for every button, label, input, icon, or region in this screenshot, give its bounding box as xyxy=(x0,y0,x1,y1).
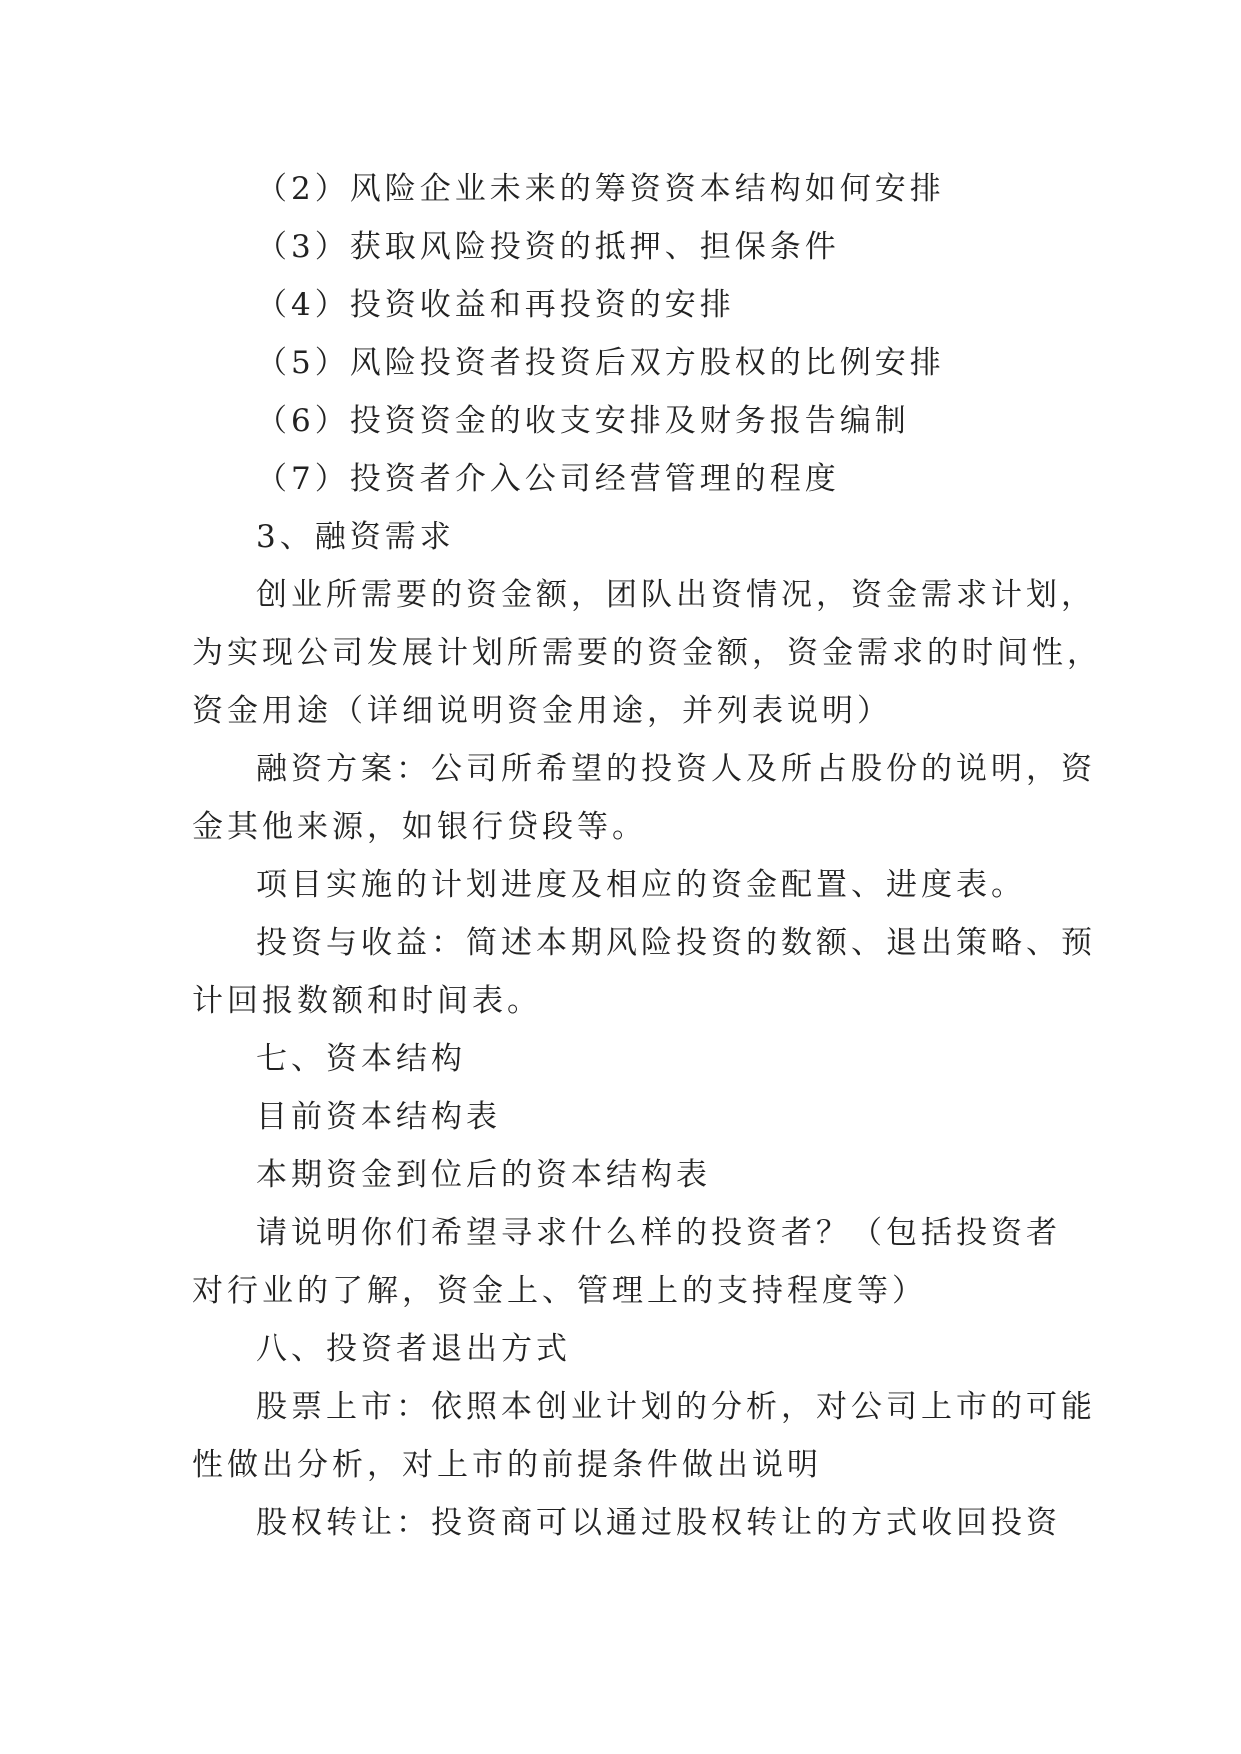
list-item-5: （5）风险投资者投资后双方股权的比例安排 xyxy=(256,345,945,381)
funding-paragraph-line-1: 创业所需要的资金额，团队出资情况，资金需求计划， xyxy=(256,577,1096,613)
section-heading-investor-exit: 八、投资者退出方式 xyxy=(256,1331,571,1367)
ipo-paragraph-line-2: 性做出分析，对上市的前提条件做出说明 xyxy=(192,1447,822,1483)
list-item-6: （6）投资资金的收支安排及财务报告编制 xyxy=(256,403,910,439)
financing-plan-line-1: 融资方案：公司所希望的投资人及所占股份的说明，资 xyxy=(256,751,1096,787)
document-body xyxy=(192,160,1102,1552)
list-item-2: （2）风险企业未来的筹资资本结构如何安排 xyxy=(256,171,945,207)
current-capital-structure: 目前资本结构表 xyxy=(256,1099,501,1135)
list-item-4: （4）投资收益和再投资的安排 xyxy=(256,287,735,323)
section-heading-capital-structure: 七、资本结构 xyxy=(256,1041,466,1077)
ipo-paragraph-line-1: 股票上市：依照本创业计划的分析，对公司上市的可能 xyxy=(256,1389,1096,1425)
list-item-3: （3）获取风险投资的抵押、担保条件 xyxy=(256,229,840,265)
investment-return-line-1: 投资与收益：简述本期风险投资的数额、退出策略、预 xyxy=(256,925,1096,961)
section-heading-funding-needs: 3、融资需求 xyxy=(256,519,455,555)
equity-transfer-paragraph: 股权转让：投资商可以通过股权转让的方式收回投资 xyxy=(256,1505,1061,1541)
investment-return-line-2: 计回报数额和时间表。 xyxy=(192,983,542,1019)
financing-plan-line-2: 金其他来源，如银行贷段等。 xyxy=(192,809,647,845)
post-funding-capital-structure: 本期资金到位后的资本结构表 xyxy=(256,1157,711,1193)
schedule-paragraph: 项目实施的计划进度及相应的资金配置、进度表。 xyxy=(256,867,1026,903)
funding-paragraph-line-2: 为实现公司发展计划所需要的资金额，资金需求的时间性， xyxy=(192,635,1102,671)
funding-paragraph-line-3: 资金用途（详细说明资金用途，并列表说明） xyxy=(192,693,892,729)
investor-question-line-1: 请说明你们希望寻求什么样的投资者？（包括投资者 xyxy=(256,1215,1061,1251)
investor-question-line-2: 对行业的了解，资金上、管理上的支持程度等） xyxy=(192,1273,927,1309)
list-item-7: （7）投资者介入公司经营管理的程度 xyxy=(256,461,840,497)
